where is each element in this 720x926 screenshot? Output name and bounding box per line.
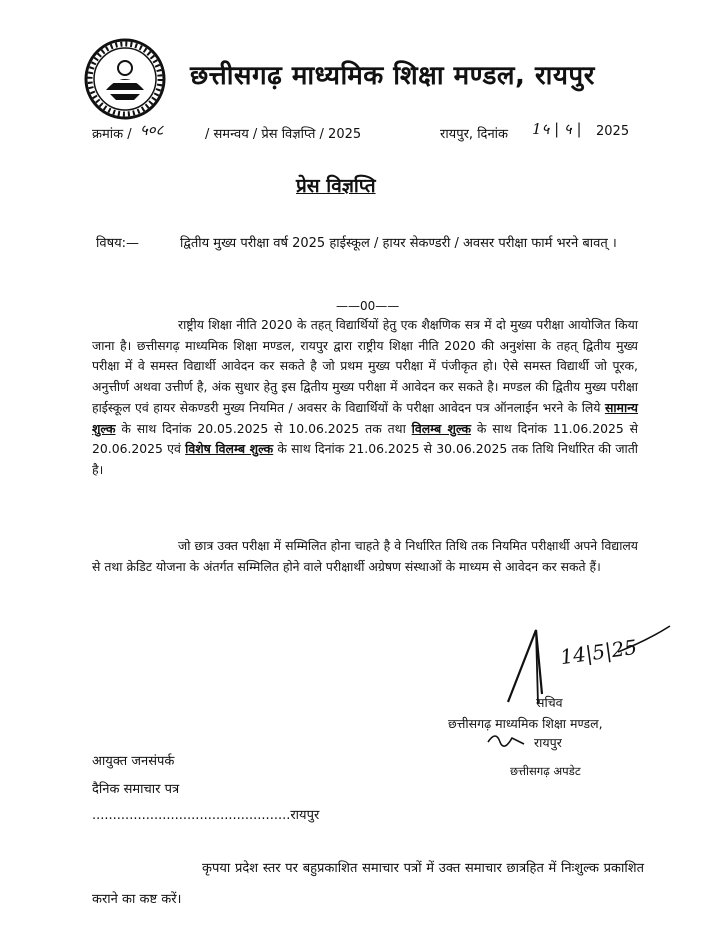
signatory-org: छत्तीसगढ़ माध्यमिक शिक्षा मण्डल,: [448, 716, 603, 731]
signatory-designation: सचिव: [536, 695, 563, 710]
reference-number: ५०८: [140, 121, 164, 139]
watermark: छत्तीसगढ़ अपडेट: [510, 764, 581, 778]
org-title: छत्तीसगढ़ माध्यमिक शिक्षा मण्डल, रायपुर: [190, 61, 595, 91]
subject-text: द्वितीय मुख्य परीक्षा वर्ष 2025 हाईस्कूल / हायर सेकण्डरी / अवसर परीक्षा फार्म भरने बावत् ।: [180, 236, 617, 251]
signatory-city: रायपुर: [534, 735, 562, 750]
recipient-2: दैनिक समाचार पत्र: [92, 782, 180, 797]
fee-late: विलम्ब शुल्क: [411, 420, 471, 436]
recipient-3: ................................................रायपुर: [92, 808, 320, 823]
body-text-d: के साथ दिनांक 21.06.2025 से 30.06.2025 तक तिथि निर्धारित की जाती है।: [92, 441, 638, 477]
body-text-c: के साथ दिनांक 11.06.2025 से 20.06.2025 एवं: [92, 420, 638, 457]
body-text-b: के साथ दिनांक 20.05.2025 से 10.06.2025 तक तथा: [121, 420, 406, 436]
date-year: 2025: [596, 124, 630, 139]
date-value: 1५ | ५ |: [532, 120, 582, 138]
initials-icon: [484, 728, 528, 754]
signature-date: 14|5|25: [558, 634, 639, 670]
divider: ——00——: [336, 299, 400, 313]
body-paragraph-1: [92, 315, 638, 481]
fee-normal: सामान्य शुल्क: [92, 399, 638, 436]
page-title: प्रेस विज्ञप्ति: [296, 175, 376, 197]
fee-special: विशेष विलम्ब शुल्क: [185, 441, 274, 457]
board-seal-icon: [84, 38, 166, 120]
body-text-a: राष्ट्रीय शिक्षा नीति 2020 के तहत् विद्यार्थियों हेतु एक शैक्षणिक सत्र में दो मुख्य परीक्षा आयोजित किया जाना है। छत्तीसगढ़ माध्यमिक शिक्षा मण्डल, रायपुर द्वारा राष्ट्रीय शिक्षा नीति 2020 की अनुशंसा के तहत् द्वितीय मुख्य परीक्षा में वे समस्त विद्यार्थी आवेदन कर सकते है जो प्रथम मुख्य परीक्षा में पंजीकृत हो। ऐसे समस्त विद्यार्थी जो पूरक, अनुत्तीर्ण अथवा उत्तीर्ण है, अंक सुधार हेतु इस द्वितीय मुख्य परीक्षा में आवेदन कर सकते है। मण्डल की द्वितीय मुख्य परीक्षा हाईस्कूल एवं हायर सेकण्डरी मुख्य नियमित / अवसर के विद्यार्थियों के परीक्षा आवेदन पत्र ऑनलाईन भरने के लिये: [92, 317, 638, 415]
date-label: रायपुर, दिनांक: [440, 127, 509, 142]
request-paragraph: कृपया प्रदेश स्तर पर बहुप्रकाशित समाचार पत्रों में उक्त समाचार छात्रहित में निःशुल्क प्रकाशित कराने का कष्ट करें।: [92, 861, 644, 907]
body-paragraph-2: जो छात्र उक्त परीक्षा में सम्मिलित होना चाहते है वे निर्धारित तिथि तक नियमित परीक्षार्थी अपने विद्यालय से तथा क्रेडिट योजना के अंतर्गत सम्मिलित होने वाले परीक्षार्थी अग्रेषण संस्थाओं के माध्यम से आवेदन कर सकते हैं।: [92, 538, 638, 574]
recipient-1: आयुक्त जनसंपर्क: [92, 754, 175, 769]
reference-subject: / समन्वय / प्रेस विज्ञप्ति / 2025: [205, 127, 362, 142]
subject-label: विषय:—: [96, 236, 140, 251]
reference-label: क्रमांक /: [92, 127, 132, 142]
